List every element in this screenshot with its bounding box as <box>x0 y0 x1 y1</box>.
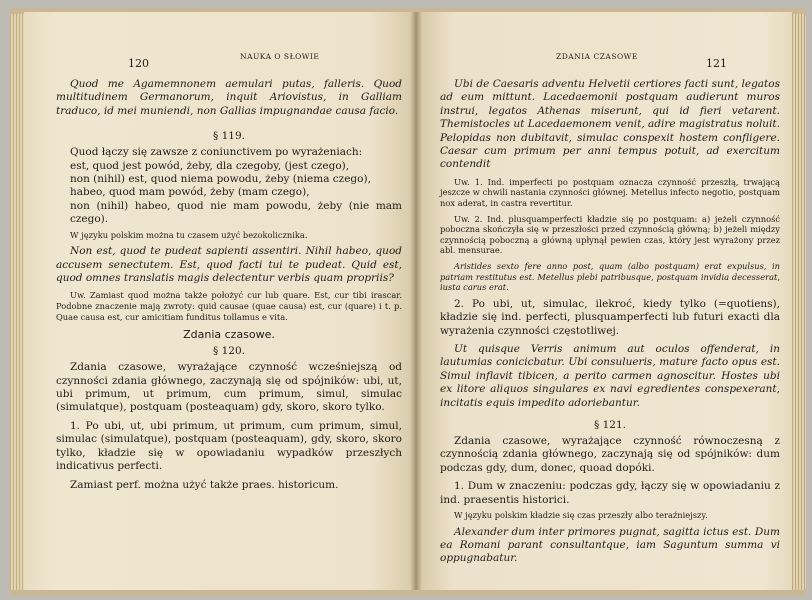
running-head: ZDANIA CZASOWE <box>556 52 638 61</box>
section-heading: § 119. <box>213 130 245 143</box>
paragraph: W języku polskim można tu czasem użyć bezokolicznika. <box>70 229 308 240</box>
note: Uw. Zamiast quod można także położyć cur lub quare. Est, cur tibi irascar. Podobne znaczenie mają zwroty: quid causae (quae causa) est, cur (quare) i t. p. Quae causa est, cur amicitiam funditus tollamus e vita. <box>56 290 402 322</box>
paragraph: Zdania czasowe, wyrażające czynność równoczesną z czynnością zdania głównego, zaczynają się od spójników: dum podczas gdy, dum, donec, quoad dopóki. <box>440 435 780 474</box>
paragraph: Ut quisque Verris animum aut oculos offenderat, in lautumias conicicbatur. Ubi consulueris, mature facto opus est. Simul inflavit tibicen, a perito carmen agnoscitur. Hostes ubi ex litore aliquos singulares ex navi egredientes conspexerant, incitatis equis impedito adoriebantur. <box>440 343 780 409</box>
paragraph: Non est, quod te pudeat sapienti assentiri. Nihil habeo, quod accusem senectutem. Est, quod facti tui te pudeat. Quid est, quod omnes translatis magis delectentur verbis quam propriis? <box>56 245 402 285</box>
section-heading: § 120. <box>213 345 245 358</box>
list-item: non (nihil) est, quod niema powodu, żeby (niema czego), <box>70 173 371 186</box>
note: Uw. 1. Ind. imperfecti po postquam oznacza czynność przeszłą, trwającą jeszcze w chwili nastania czynności głównej. Metellus infecto negotio, postquam nox aderat, in castra revertitur. <box>440 176 780 209</box>
list-item: non (nihil) habeo, quod nie mam powodu, żeby (nie mam czego). <box>70 199 402 226</box>
paragraph: Alexander dum inter primores pugnat, sagitta ictus est. Dum ea Romani parant consultantque, iam Saguntum summa vi oppugnabatur. <box>440 525 780 565</box>
paragraph: Quod me Agamemnonem aemulari putas, falleris. Quod multitudinem Germanorum, inquit Ariovistus, in Galliam traduco, id mei muniendi, non Gallias impugnandae causa facio. <box>56 78 402 117</box>
right-page-text <box>440 78 780 566</box>
page-number: 120 <box>128 57 149 70</box>
book-gutter <box>410 12 422 590</box>
paragraph: Zamiast perf. można użyć także praes. historicum. <box>70 478 339 491</box>
right-page <box>416 12 792 590</box>
left-page-text <box>56 78 402 492</box>
paragraph: 2. Po ubi, ut, simulac, ilekroć, kiedy tylko (=quotiens), kładzie się ind. perfecti, plusquamperfecti lub futuri exacti dla wyrażenia czynności częstotliwej. <box>440 297 780 337</box>
paragraph: Aristides sexto fere anno post, quam (albo postquam) erat expulsus, in patriam restitutus est. Metellus plebi patribusque, postquam invidia decesserat, iusta carus erat. <box>440 261 780 293</box>
section-heading: § 121. <box>594 419 626 432</box>
list-item: habeo, quod mam powód, żeby (mam czego), <box>70 186 310 199</box>
paragraph: Ubi de Caesaris adventu Helvetii certiores facti sunt, legatos ad eum mittunt. Lacedaemonii postquam audierunt muros instrui, legatos Athenas miserunt, qui id fieri vetarent. Themistocles ut Lacedaemonem venit, adire magistratus noluit. Pelopidas non dubitavit, simulac conspexit hostem confligere. Caesar cum primum per anni tempus potuit, ad exercitum contendit <box>440 78 780 171</box>
page-number: 121 <box>706 57 727 70</box>
left-page <box>24 12 416 590</box>
open-book <box>10 8 806 596</box>
page-edges-right <box>790 14 806 590</box>
list-item: est, quod jest powód, żeby, dla czegoby, (jest czego), <box>70 159 350 172</box>
paragraph: Quod łączy się zawsze z coniunctivem po wyrażeniach: <box>70 146 363 159</box>
chapter-title: Zdania czasowe. <box>183 328 275 342</box>
paragraph: Zdania czasowe, wyrażające czynność wcześniejszą od czynności zdania głównego, zaczynają się od spójników: ubi, ut, ubi primum, ut primum, cum primum, simul, simulac (simulatque), postquam (posteaquam) gdy, skoro, skoro tylko. <box>56 361 402 414</box>
note: Uw. 2. Ind. plusquamperfecti kładzie się po postquam: a) jeżeli czynność poboczna skończyła się w przeszłości przed czynnością główną; b) jeżeli między czynnością poboczną a główną upłynął pewien czas, który jest wyrażony przez abl. mensurae. <box>440 213 780 256</box>
paragraph: 1. Po ubi, ut, ubi primum, ut primum, cum primum, simul, simulac (simulatque), postquam (posteaquam), gdy, skoro, skoro tylko, kładzie się w opowiadaniu wypadków przeszłych indicativus perfecti. <box>56 419 402 473</box>
paragraph: 1. Dum w znaczeniu: podczas gdy, łączy się w opowiadaniu z ind. praesentis historici. <box>440 480 780 506</box>
paragraph: W języku polskim kładzie się czas przeszły albo teraźniejszy. <box>454 510 708 521</box>
running-head: NAUKA O SŁOWIE <box>240 52 320 61</box>
